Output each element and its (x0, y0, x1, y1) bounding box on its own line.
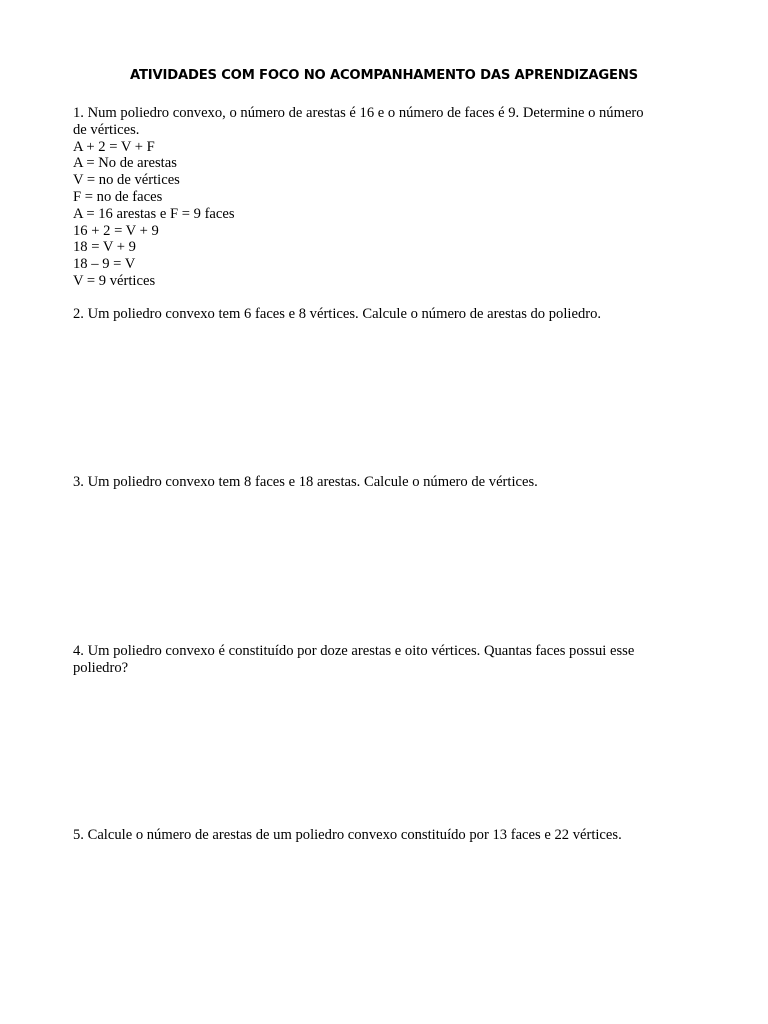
answer-line: V = 9 vértices (73, 272, 156, 289)
answer-line: 18 – 9 = V (73, 256, 136, 273)
question-1 (73, 105, 693, 290)
answer-line: V = no de vértices (73, 172, 180, 189)
question-2-line: 2. Um poliedro convexo tem 6 faces e 8 vértices. Calcule o número de arestas do poliedro. (73, 306, 602, 322)
question-5 (73, 827, 693, 844)
question-4 (73, 643, 693, 677)
question-3-line: 3. Um poliedro convexo tem 8 faces e 18 arestas. Calcule o número de vértices. (73, 474, 538, 490)
answer-line: A = No de arestas (73, 155, 177, 172)
answer-line: F = no de faces (73, 188, 163, 205)
answer-line: A + 2 = V + F (73, 138, 155, 155)
document-title: ATIVIDADES COM FOCO NO ACOMPANHAMENTO DAS APRENDIZAGENS (130, 68, 638, 83)
question-1-line: 1. Num poliedro convexo, o número de arestas é 16 e o número de faces é 9. Determine o número (73, 105, 644, 121)
question-1-line: de vértices. (73, 121, 140, 138)
question-2 (73, 306, 693, 323)
answer-line: A = 16 arestas e F = 9 faces (73, 205, 235, 222)
question-4-line: poliedro? (73, 659, 129, 676)
question-5-line: 5. Calcule o número de arestas de um poliedro convexo constituído por 13 faces e 22 vértices. (73, 827, 622, 843)
question-3 (73, 474, 693, 491)
question-4-line: 4. Um poliedro convexo é constituído por doze arestas e oito vértices. Quantas faces possui esse (73, 643, 635, 659)
answer-line: 16 + 2 = V + 9 (73, 222, 159, 239)
answer-line: 18 = V + 9 (73, 239, 136, 256)
